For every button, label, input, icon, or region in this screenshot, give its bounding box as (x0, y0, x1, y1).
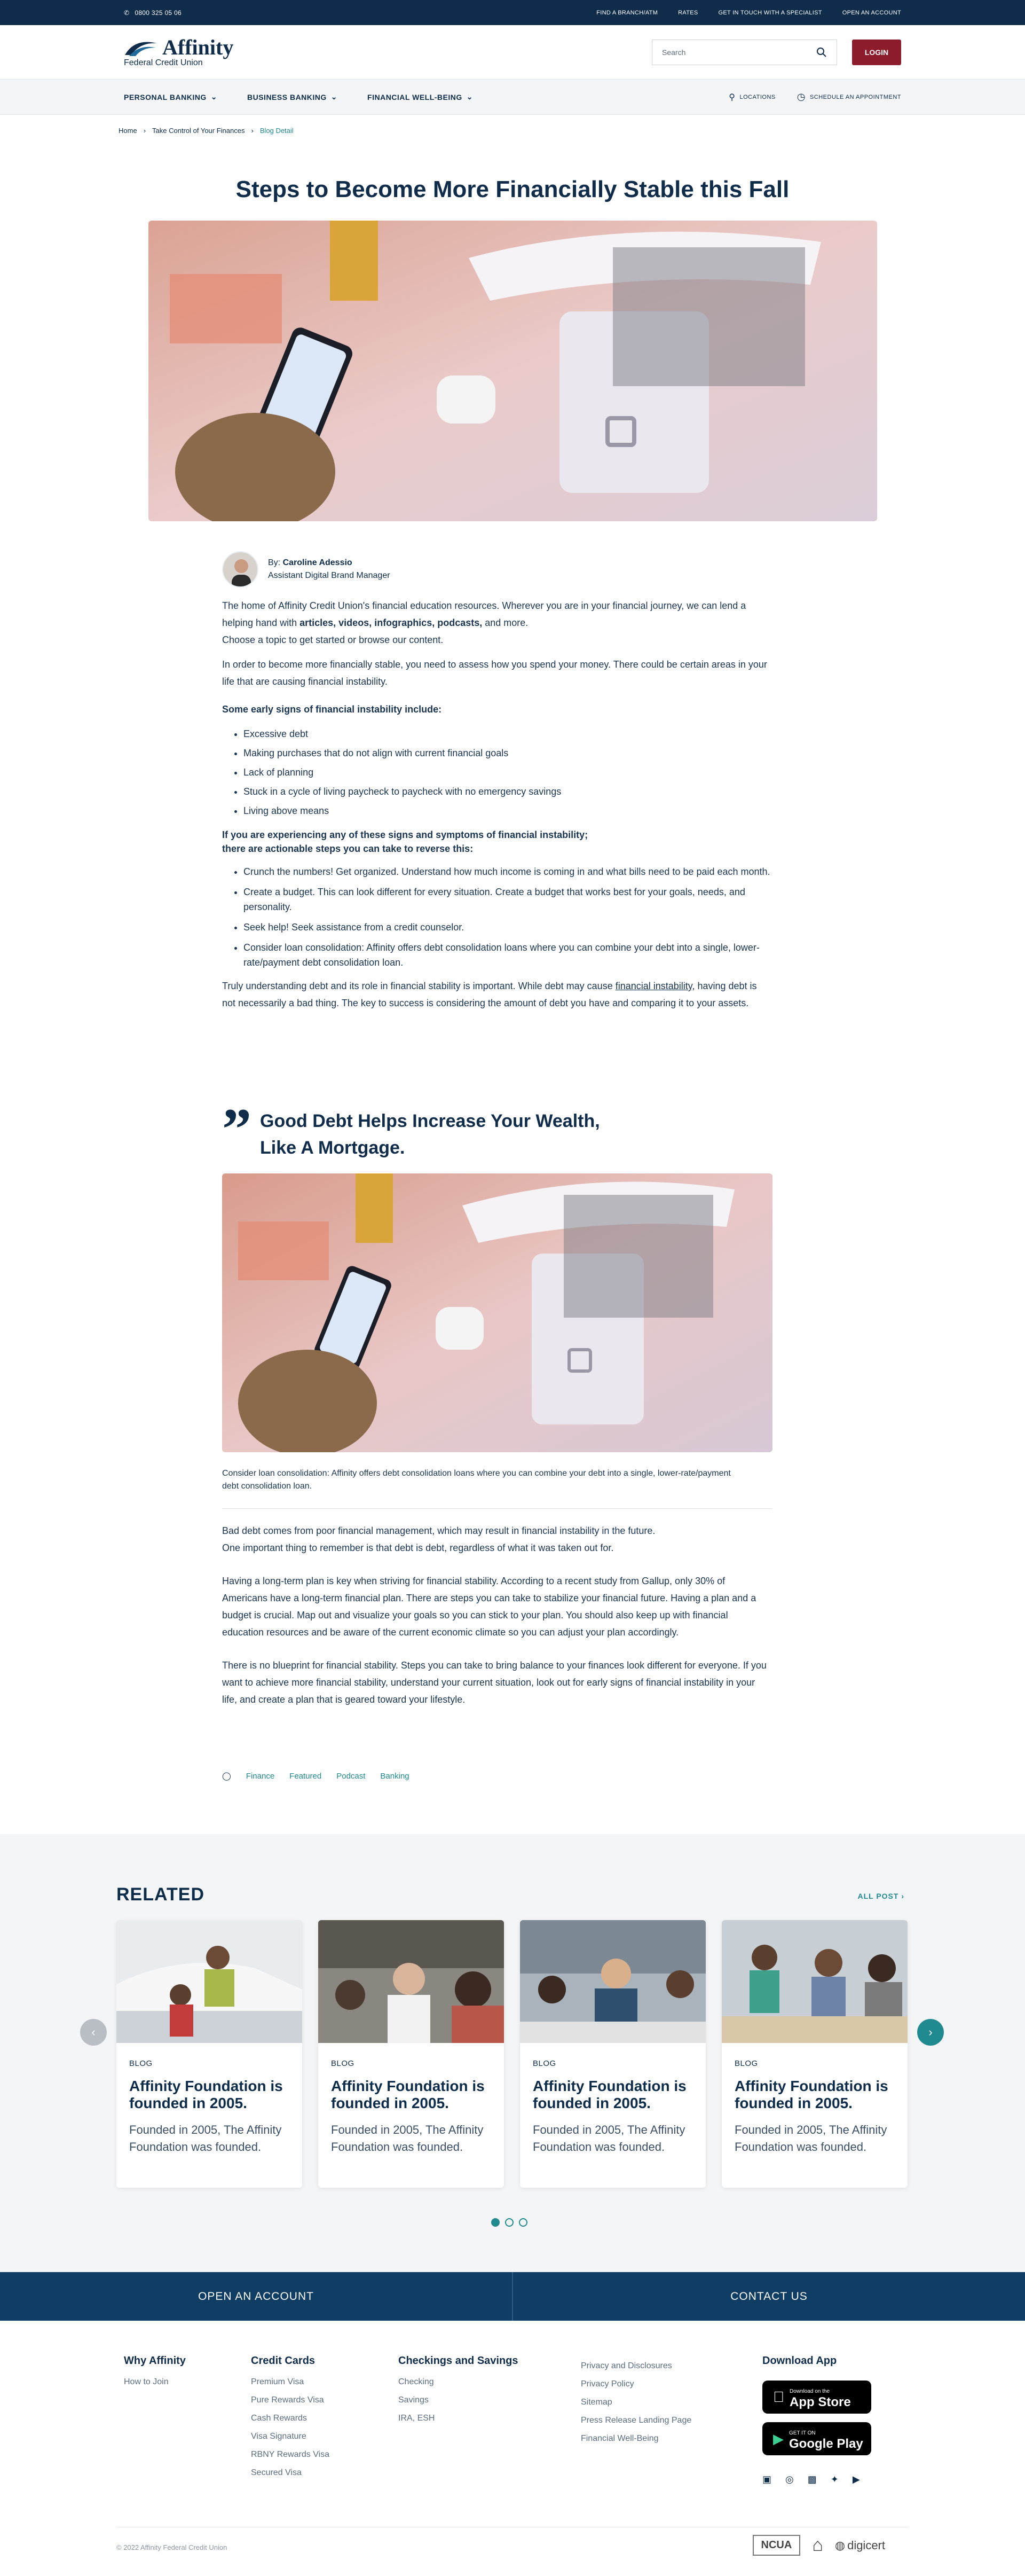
chevron-left-icon: ‹ (91, 2025, 96, 2039)
article-body (222, 597, 772, 1012)
nav-label: SCHEDULE AN APPOINTMENT (809, 93, 901, 100)
search-icon[interactable] (816, 47, 827, 58)
card-label: BLOG (129, 2059, 153, 2068)
chevron-down-icon: ⌄ (330, 92, 338, 101)
search-input[interactable] (652, 40, 837, 65)
card-label: BLOG (735, 2059, 758, 2068)
tag-featured[interactable]: Featured (289, 1771, 322, 1781)
list-item: • Create a budget. This can look different for every situation. Create a budget that works best for your goals, needs, and personality. (243, 884, 772, 914)
digicert-icon: ◍ (834, 2538, 846, 2552)
carousel-next-button[interactable] (917, 2019, 944, 2046)
linkedin-icon[interactable]: ▩ (807, 2474, 817, 2485)
footer-link[interactable]: RBNY Rewards Visa (251, 2450, 330, 2459)
author-by: By: (268, 558, 281, 567)
intro-browse: Choose a topic to get started or browse our content. (222, 635, 444, 645)
app-store-button[interactable] (762, 2381, 871, 2414)
chevron-right-icon: › (901, 1892, 904, 1900)
store-big-text: Google Play (789, 2437, 863, 2451)
footer-heading: Credit Cards (251, 2355, 316, 2367)
card-image (722, 1920, 908, 2043)
nav-label: LOCATIONS (739, 93, 776, 100)
card-title: Affinity Foundation is founded in 2005. (331, 2078, 485, 2111)
card-title: Affinity Foundation is founded in 2005. (735, 2078, 888, 2111)
related-heading: RELATED (116, 1884, 205, 1905)
footer-link[interactable]: Cash Rewards (251, 2414, 307, 2423)
intro-bold: articles, videos, infographics, podcasts, (299, 617, 483, 628)
divider (222, 1508, 772, 1509)
pull-quote (222, 1097, 600, 1162)
footer-link[interactable]: Visa Signature (251, 2432, 306, 2441)
debt-text: Truly understanding debt and its role in financial stability is important. While debt may cause (222, 981, 613, 991)
list-item: • Making purchases that do not align with current financial goals (243, 745, 772, 762)
blueprint-paragraph: There is no blueprint for financial stability. Steps you can take to bring balance to your finances look different for everyone. If you want to achieve more financial stability, understand your current situation, look out for early signs of financial instability in your life, and create a plan that is geared toward your lifestyle. (222, 1660, 767, 1705)
nav-label: FINANCIAL WELL-BEING (367, 92, 462, 101)
footer-link[interactable]: Secured Visa (251, 2468, 302, 2477)
intro-text-end: and more. (485, 617, 529, 628)
locations-link[interactable] (729, 92, 775, 103)
logo-wave-icon (124, 37, 158, 58)
google-play-icon: ▶ (773, 2431, 784, 2447)
author-avatar (222, 551, 258, 588)
footer-link[interactable]: How to Join (124, 2377, 169, 2386)
quote-icon: ” (222, 1097, 251, 1162)
phone-icon: ✆ (124, 9, 130, 17)
footer-link[interactable]: Sitemap (581, 2398, 612, 2407)
author-name: Caroline Adessio (282, 558, 352, 567)
open-account-button[interactable]: OPEN AN ACCOUNT (198, 2290, 314, 2303)
tag-icon: ◯ (222, 1772, 231, 1781)
intro-paragraph (222, 597, 772, 648)
article-body-continued (222, 1522, 772, 1708)
tag-banking[interactable]: Banking (380, 1771, 409, 1781)
card-title: Affinity Foundation is founded in 2005. (129, 2078, 283, 2111)
breadcrumb-take-control[interactable]: Take Control of Your Finances (152, 127, 245, 135)
chevron-down-icon: ⌄ (210, 92, 217, 101)
all-post-link[interactable] (857, 1892, 904, 1900)
footer-link[interactable]: Press Release Landing Page (581, 2416, 692, 2425)
nav-personal-banking[interactable] (124, 92, 217, 101)
image-caption: Consider loan consolidation: Affinity offers debt consolidation loans where you can combine your debt into a single, lower-rate/payment debt consolidation loan. (222, 1469, 731, 1491)
nav-financial-well-being[interactable] (367, 92, 473, 101)
tag-podcast[interactable]: Podcast (336, 1771, 366, 1781)
store-big-text: App Store (778, 2395, 840, 2409)
contact-us-button[interactable]: CONTACT US (512, 2272, 1025, 2321)
open-account-link[interactable]: OPEN AN ACCOUNT (842, 9, 901, 16)
debt-text-end: , having debt is not necessarily a bad thing. The key to success is considering the amount of debt you have and comparing it to your assets. (222, 981, 757, 1008)
financial-instability-link[interactable]: financial instability (615, 981, 692, 991)
rates-link[interactable]: RATES (678, 9, 698, 16)
footer-link[interactable]: Savings (398, 2395, 429, 2405)
footer-link[interactable]: IRA, ESH (398, 2414, 435, 2423)
list-item: • Excessive debt (243, 725, 772, 742)
instagram-icon[interactable]: ◎ (785, 2474, 794, 2485)
footer-col-legal (581, 2357, 691, 2448)
card-image (116, 1920, 302, 2043)
footer-col-app (762, 2352, 871, 2488)
nav-label: BUSINESS BANKING (247, 92, 327, 101)
find-branch-link[interactable]: FIND A BRANCH/ATM (596, 9, 658, 16)
steps-heading-line: there are actionable steps you can take to reverse this: (222, 843, 474, 854)
card-title: Affinity Foundation is founded in 2005. (533, 2078, 687, 2111)
steps-heading-line: If you are experiencing any of these signs and symptoms of financial instability; (222, 829, 588, 840)
logo-wordmark: Affinity (162, 35, 234, 59)
list-item: • Living above means (243, 802, 772, 819)
footer-link[interactable]: Financial Well-Being (581, 2434, 659, 2443)
twitter-icon[interactable]: ✦ (830, 2474, 839, 2485)
assess-paragraph: In order to become more financially stable, you need to assess how you spend your money. There could be certain areas in your life that are causing financial instability. (222, 659, 767, 687)
footer-link[interactable]: Pure Rewards Visa (251, 2395, 324, 2405)
footer-link[interactable]: Privacy and Disclosures (581, 2361, 672, 2370)
quote-line: Good Debt Helps Increase Your Wealth, (260, 1111, 600, 1131)
article-image (222, 1173, 772, 1452)
digicert-badge (835, 2539, 885, 2552)
footer-col-why (124, 2352, 186, 2391)
related-card[interactable] (722, 1920, 908, 2188)
breadcrumb-current: Blog Detail (259, 127, 294, 135)
list-item: • Crunch the numbers! Get organized. Understand how much income is coming in and what bills need to be paid each month. (243, 864, 772, 879)
breadcrumb (119, 127, 294, 135)
card-description: Founded in 2005, The Affinity Foundation was founded. (129, 2123, 282, 2154)
carousel-dot[interactable] (505, 2218, 514, 2227)
bad-debt-text: Bad debt comes from poor financial management, which may result in financial instability in the future. (222, 1525, 656, 1536)
card-description: Founded in 2005, The Affinity Foundation was founded. (735, 2123, 887, 2154)
card-image (318, 1920, 504, 2043)
footer-col-checking (398, 2352, 518, 2428)
debt-paragraph (222, 977, 772, 1012)
all-post-label: ALL POST (857, 1892, 899, 1900)
phone-number: 0800 325 05 06 (135, 9, 182, 17)
tag-finance[interactable]: Finance (246, 1771, 275, 1781)
related-card[interactable] (318, 1920, 504, 2188)
google-play-button[interactable] (762, 2422, 871, 2455)
bad-debt-paragraph (222, 1522, 772, 1556)
search-placeholder: Search (662, 48, 686, 57)
schedule-appointment-link[interactable] (797, 91, 901, 103)
chevron-right-icon: › (143, 127, 146, 135)
carousel-pagination (491, 2218, 527, 2227)
footer-heading: Checkings and Savings (398, 2355, 518, 2367)
footer-col-cards (251, 2352, 329, 2482)
ncua-badge: NCUA (753, 2535, 801, 2556)
steps-heading (222, 828, 772, 856)
tag-list (222, 1771, 409, 1781)
card-description: Founded in 2005, The Affinity Foundation was founded. (533, 2123, 685, 2154)
facebook-icon[interactable]: ▣ (762, 2474, 772, 2485)
phone-link[interactable] (124, 9, 182, 17)
login-button[interactable]: LOGIN (852, 40, 901, 65)
intro-text: The home of Affinity Credit Union's financial education resources. Wherever you are in your financial journey, we can lend a helping hand with (222, 600, 746, 628)
clock-icon: ◷ (797, 91, 806, 102)
chevron-right-icon: › (928, 2025, 933, 2039)
plan-paragraph: Having a long-term plan is key when striving for financial stability. According to a recent study from Gallup, only 30% of Americans have a long-term financial plan. There are steps you can take to stabilize your financial future. Having a plan and a budget is crucial. Map out and visualize your goals so you can stick to your plan. You should also keep up with financial education resources and be aware of the current economic climate so you can adjust your plan accordingly. (222, 1576, 756, 1638)
trust-badges (753, 2535, 885, 2556)
page-title: Steps to Become More Financially Stable this Fall (235, 176, 790, 202)
hero-image (148, 221, 877, 521)
related-card[interactable] (116, 1920, 302, 2188)
card-label: BLOG (533, 2059, 556, 2068)
list-item: • Stuck in a cycle of living paycheck to paycheck with no emergency savings (243, 783, 772, 800)
related-card[interactable] (520, 1920, 706, 2188)
author-block (222, 551, 390, 588)
carousel-dot-active[interactable] (491, 2218, 500, 2227)
list-item: • Consider loan consolidation: Affinity offers debt consolidation loans where you can combine your debt into a single, lower-rate/payment debt consolidation loan. (243, 940, 772, 970)
card-image (520, 1920, 706, 2043)
copyright: © 2022 Affinity Federal Credit Union (116, 2543, 227, 2551)
chevron-down-icon: ⌄ (466, 92, 473, 101)
related-section (0, 1834, 1025, 2272)
top-utility-bar (0, 0, 1025, 25)
carousel-dot[interactable] (519, 2218, 527, 2227)
author-role: Assistant Digital Brand Manager (268, 571, 390, 580)
signs-list (243, 725, 772, 819)
digicert-text: digicert (847, 2538, 885, 2552)
card-label: BLOG (331, 2059, 354, 2068)
youtube-icon[interactable]: ▶ (852, 2474, 860, 2485)
map-pin-icon: ⚲ (729, 92, 736, 102)
logo[interactable] (124, 37, 233, 68)
logo-subtitle: Federal Credit Union (124, 58, 203, 67)
nav-business-banking[interactable] (247, 92, 337, 101)
footer-heading: Download App (762, 2355, 837, 2367)
main-nav (0, 80, 1025, 115)
cta-bar (0, 2272, 1025, 2321)
list-item: • Seek help! Seek assistance from a credit counselor. (243, 920, 772, 935)
footer-heading: Why Affinity (124, 2355, 186, 2367)
breadcrumb-home[interactable]: Home (119, 127, 137, 135)
signs-heading: Some early signs of financial instability include: (222, 704, 442, 715)
chevron-right-icon: › (251, 127, 254, 135)
steps-list (243, 864, 772, 970)
carousel-prev-button[interactable] (80, 2019, 107, 2046)
quote-line: Like A Mortgage. (260, 1138, 405, 1158)
footer-link[interactable]: Premium Visa (251, 2377, 304, 2386)
footer-link[interactable]: Checking (398, 2377, 434, 2386)
footer-link[interactable]: Privacy Policy (581, 2379, 634, 2389)
social-links (762, 2470, 871, 2488)
equal-housing-icon: ⌂ (812, 2535, 823, 2555)
site-header (0, 25, 1025, 80)
specialist-link[interactable]: GET IN TOUCH WITH A SPECIALIST (718, 9, 822, 16)
store-small-text: GET IT ON (789, 2430, 816, 2436)
apple-icon (773, 2388, 784, 2406)
nav-label: PERSONAL BANKING (124, 92, 207, 101)
card-description: Founded in 2005, The Affinity Foundation was founded. (331, 2123, 484, 2154)
list-item: • Lack of planning (243, 764, 772, 781)
bad-debt-text: One important thing to remember is that debt is debt, regardless of what it was taken out for. (222, 1543, 614, 1553)
store-small-text: Download on the (778, 2389, 819, 2394)
